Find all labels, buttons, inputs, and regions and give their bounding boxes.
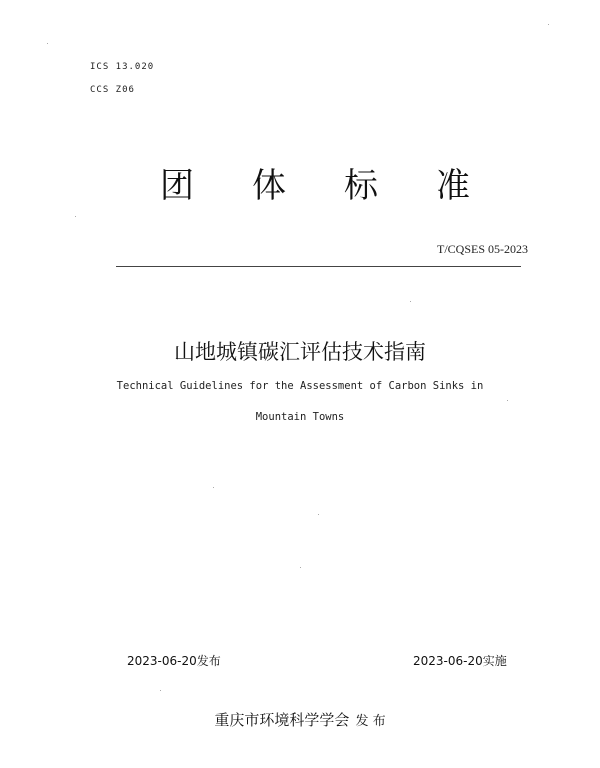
title-english-line-2: Mountain Towns bbox=[255, 411, 345, 423]
scan-speck bbox=[318, 514, 319, 515]
header-divider bbox=[116, 266, 521, 267]
standard-type bbox=[160, 158, 470, 207]
standard-type-char: 标 bbox=[344, 166, 378, 206]
ics-code: ICS 13.020 bbox=[90, 62, 155, 72]
title-chinese: 山地城镇碳汇评估技术指南 bbox=[174, 340, 426, 364]
issue-date: 2023-06-20发布 bbox=[127, 654, 221, 668]
standard-type-char: 团 bbox=[160, 166, 194, 206]
scan-speck bbox=[410, 301, 411, 302]
scan-speck bbox=[300, 567, 301, 568]
publisher-suffix: 发 布 bbox=[355, 714, 386, 729]
scan-speck bbox=[548, 24, 549, 25]
title-english-line-1: Technical Guidelines for the Assessment of Carbon Sinks in bbox=[116, 380, 484, 392]
standard-number: T/CQSES 05-2023 bbox=[436, 242, 528, 256]
implementation-date: 2023-06-20实施 bbox=[413, 654, 507, 668]
ccs-code: CCS Z06 bbox=[90, 85, 135, 95]
scan-speck bbox=[213, 487, 214, 488]
scan-speck bbox=[47, 43, 48, 44]
standard-type-char: 体 bbox=[252, 166, 286, 206]
scan-speck bbox=[507, 400, 508, 401]
scan-speck bbox=[160, 690, 161, 691]
scan-speck bbox=[75, 216, 76, 217]
publisher bbox=[0, 709, 600, 730]
standard-type-char: 准 bbox=[436, 166, 470, 206]
publisher-name: 重庆市环境科学学会 bbox=[214, 711, 350, 729]
